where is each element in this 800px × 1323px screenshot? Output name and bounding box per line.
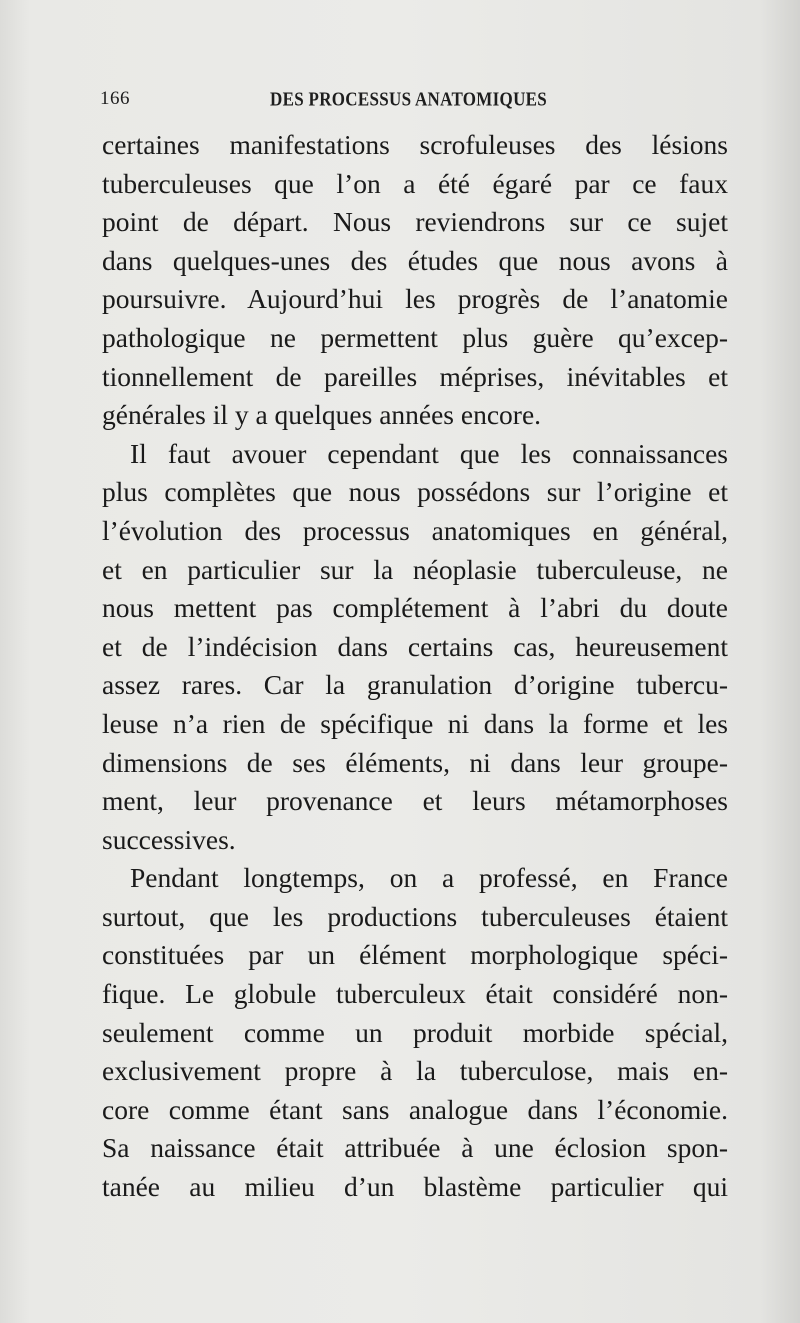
running-title: DES PROCESSUS ANATOMIQUES xyxy=(270,88,548,110)
text-line: constituées par un élément morphologique spéci- xyxy=(102,939,728,971)
text-line: exclusivement propre à la tuberculose, mais en- xyxy=(102,1055,728,1087)
text-line: tuberculeuses que l’on a été égaré par ce faux xyxy=(102,167,728,199)
text-line: successives. xyxy=(102,823,236,855)
text-line: pathologique ne permettent plus guère qu’excep- xyxy=(102,321,728,353)
text-line: point de départ. Nous reviendrons sur ce sujet xyxy=(102,206,728,238)
page-number: 166 xyxy=(100,88,130,109)
page-header xyxy=(100,88,728,116)
text-line: assez rares. Car la granulation d’origine tubercu- xyxy=(102,669,728,701)
text-line: dans quelques-unes des études que nous avons à xyxy=(102,244,728,276)
text-line: certaines manifestations scrofuleuses des lésions xyxy=(102,129,728,160)
text-line: et de l’indécision dans certains cas, heureusement xyxy=(102,630,728,662)
text-line: surtout, que les productions tuberculeuses étaient xyxy=(102,900,728,932)
text-line: fique. Le globule tuberculeux était considéré non- xyxy=(102,978,728,1010)
text-line: Pendant longtemps, on a professé, en France xyxy=(130,862,728,894)
text-line: ment, leur provenance et leurs métamorphoses xyxy=(102,785,728,817)
text-line: tanée au milieu d’un blastème particulier qui xyxy=(102,1171,728,1203)
text-line: dimensions de ses éléments, ni dans leur groupe- xyxy=(102,746,728,778)
text-line: core comme étant sans analogue dans l’économie. xyxy=(102,1093,728,1125)
text-line: nous mettent pas complétement à l’abri du doute xyxy=(102,592,728,624)
text-line: plus complètes que nous possédons sur l’origine et xyxy=(102,476,728,508)
text-line: l’évolution des processus anatomiques en général, xyxy=(102,514,728,546)
text-line: leuse n’a rien de spécifique ni dans la forme et les xyxy=(102,707,728,739)
text-line: et en particulier sur la néoplasie tuberculeuse, ne xyxy=(102,553,728,585)
text-line: générales il y a quelques années encore. xyxy=(102,399,542,431)
body-text xyxy=(102,126,728,1207)
text-line: Il faut avouer cependant que les connaissances xyxy=(130,437,728,469)
text-line: poursuivre. Aujourd’hui les progrès de l’anatomie xyxy=(102,283,728,315)
text-line: tionnellement de pareilles méprises, inévitables et xyxy=(102,360,728,392)
text-line: seulement comme un produit morbide spécial, xyxy=(102,1016,728,1048)
text-line: Sa naissance était attribuée à une éclosion spon- xyxy=(102,1132,728,1164)
